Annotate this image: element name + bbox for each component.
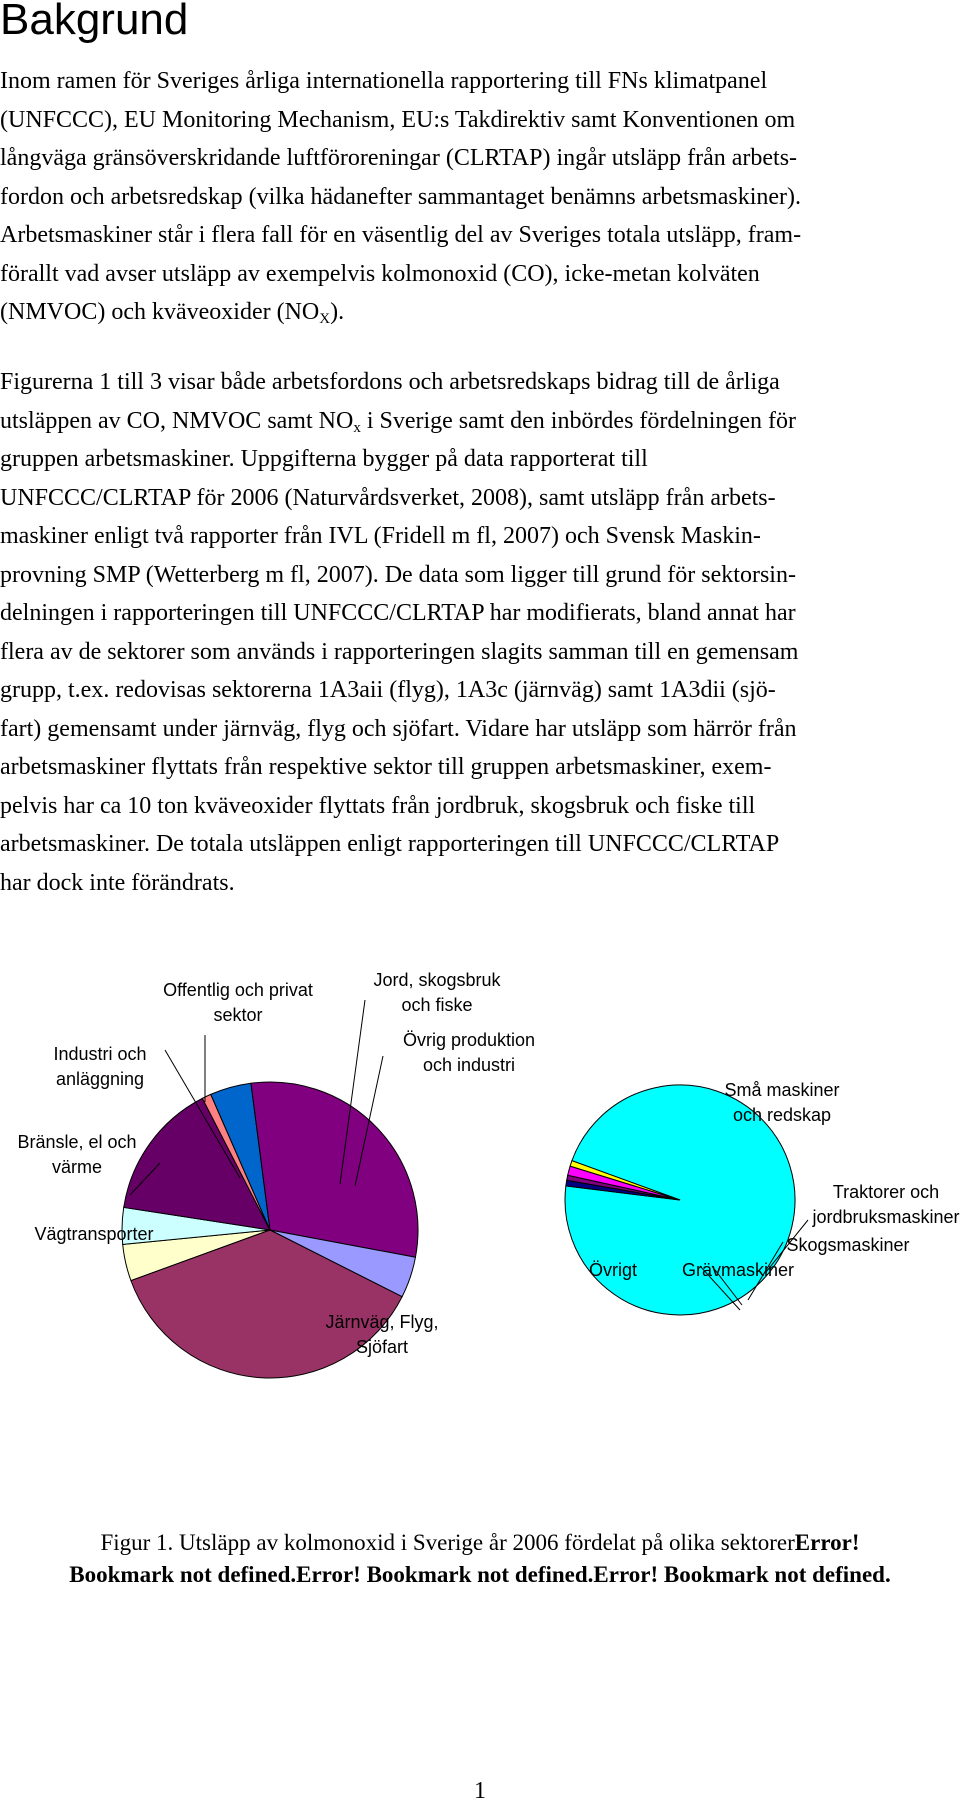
slice-label-text: och industri <box>422 1055 516 1075</box>
paragraph-1-line: Inom ramen för Sveriges årliga internationella rapportering till FNs klimatpanel <box>0 68 768 94</box>
slice-label-text: sektor <box>213 1005 263 1025</box>
slice-label-text: Bränsle, el och <box>17 1132 137 1152</box>
slice-label-2-3 <box>786 1233 909 1258</box>
paragraph-2-line: gruppen arbetsmaskiner. Uppgifterna bygger på data rapporterat till <box>0 446 648 472</box>
slice-label-text: Vägtransporter <box>34 1224 154 1244</box>
paragraph-2-line: provning SMP (Wetterberg m fl, 2007). De data som ligger till grund för sektorsin- <box>0 561 796 588</box>
slice-label-1-7 <box>325 1310 438 1360</box>
subscript: x <box>353 419 361 436</box>
caption-text: Figur 1. Utsläpp av kolmonoxid i Sverige år 2006 fördelat på olika sektorer <box>100 1530 795 1555</box>
paragraph-2-line: delningen i rapporteringen till UNFCCC/CLRTAP har modifierats, bland annat har <box>0 600 796 626</box>
paragraph-2-line: pelvis har ca 10 ton kväveoxider flyttats från jordbruk, skogsbruk och fiske till <box>0 792 756 819</box>
subscript: X <box>319 311 331 327</box>
caption-line <box>0 1559 960 1591</box>
slice-label-text: Offentlig och privat <box>163 980 313 1000</box>
slice-label-text: värme <box>51 1157 103 1177</box>
slice-label-text: anläggning <box>55 1069 145 1089</box>
text-fragment: utsläppen av CO, NMVOC samt NO <box>0 407 354 434</box>
paragraph-1 <box>0 62 960 332</box>
caption-line <box>0 1527 960 1559</box>
paragraph-1-line: (UNFCCC), EU Monitoring Mechanism, EU:s Takdirektiv samt Konventionen om <box>0 106 796 133</box>
slice-label-text: Jord, skogsbruk <box>373 970 501 990</box>
paragraph-1-line <box>0 293 960 332</box>
slice-label-text: Sjöfart <box>355 1337 409 1357</box>
text-fragment: (NMVOC) och kväveoxider (NO <box>0 299 320 325</box>
slice-label-2-5 <box>589 1258 637 1283</box>
slice-label-text: Järnväg, Flyg, <box>325 1312 439 1332</box>
figure-caption <box>0 1527 960 1591</box>
slice-label-1-4 <box>373 968 500 1018</box>
slice-label-1-5 <box>403 1028 535 1078</box>
text-fragment: i Sverige samt den inbördes fördelningen för <box>360 407 797 434</box>
text-fragment: ). <box>330 299 345 325</box>
slice-label-text: Industri och <box>53 1044 147 1064</box>
slice-label-text: Grävmaskiner <box>681 1260 795 1280</box>
caption-error: Error! <box>794 1530 860 1555</box>
slice-label-2-4 <box>682 1258 794 1283</box>
slice-label-text: och redskap <box>732 1105 832 1125</box>
paragraph-2-line: flera av de sektorer som används i rapporteringen slagits samman till en gemensam <box>0 638 799 665</box>
slice-label-2-2 <box>812 1180 959 1230</box>
paragraph-1-line: långväga gränsöverskridande luftföroreningar (CLRTAP) ingår utsläpp från arbets- <box>0 145 798 171</box>
slice-label-text: Övrigt <box>588 1260 638 1280</box>
slice-label-text: jordbruksmaskiner <box>812 1207 960 1227</box>
slice-label-text: Skogsmaskiner <box>786 1235 910 1255</box>
page-number: 1 <box>474 1778 486 1804</box>
slice-label-1-2 <box>53 1042 146 1092</box>
paragraph-2-line: arbetsmaskiner flyttats från respektive sektor till gruppen arbetsmaskiner, exem- <box>0 754 772 780</box>
paragraph-2-line: fart) gemensamt under järnväg, flyg och sjöfart. Vidare har utsläpp som härrör från <box>0 715 797 742</box>
paragraph-2-line: UNFCCC/CLRTAP för 2006 (Naturvårdsverket, 2008), samt utsläpp från arbets- <box>0 484 776 511</box>
paragraph-1-line: förallt vad avser utsläpp av exempelvis kolmonoxid (CO), icke-metan kolväten <box>0 260 760 287</box>
slice-label-1-8 <box>34 1222 153 1247</box>
paragraph-2-line: arbetsmaskiner. De totala utsläppen enligt rapporteringen till UNFCCC/CLRTAP <box>0 831 780 857</box>
slice-label-text: Små maskiner <box>724 1080 840 1100</box>
slice-label-text: Traktorer och <box>832 1182 940 1202</box>
paragraph-2-line: Figurerna 1 till 3 visar både arbetsfordons och arbetsredskaps bidrag till de årliga <box>0 369 780 395</box>
slice-label-2-1 <box>724 1078 839 1128</box>
slice-label-text: Övrig produktion <box>402 1030 536 1050</box>
paragraph-1-line: Arbetsmaskiner står i flera fall för en väsentlig del av Sveriges totala utsläpp, fram- <box>0 222 802 248</box>
slice-label-text: och fiske <box>401 995 473 1015</box>
paragraph-2-line: har dock inte förändrats. <box>0 869 235 896</box>
paragraph-2-line: maskiner enligt två rapporter från IVL (Fridell m fl, 2007) och Svensk Maskin- <box>0 523 761 549</box>
section-heading: Bakgrund <box>0 0 189 44</box>
paragraph-2-line: grupp, t.ex. redovisas sektorerna 1A3aii (flyg), 1A3c (järnväg) samt 1A3dii (sjö- <box>0 677 776 703</box>
caption-error: Bookmark not defined.Error! Bookmark not defined.Error! Bookmark not defined. <box>69 1562 891 1587</box>
figure-1-chart <box>0 960 960 1480</box>
paragraph-1-line: fordon och arbetsredskap (vilka hädanefter sammantaget benämns arbetsmaskiner). <box>0 183 802 210</box>
slice-label-1-1 <box>17 1130 136 1180</box>
paragraph-2-line <box>0 402 960 441</box>
slice-label-1-3 <box>163 978 313 1028</box>
paragraph-2 <box>0 363 960 902</box>
